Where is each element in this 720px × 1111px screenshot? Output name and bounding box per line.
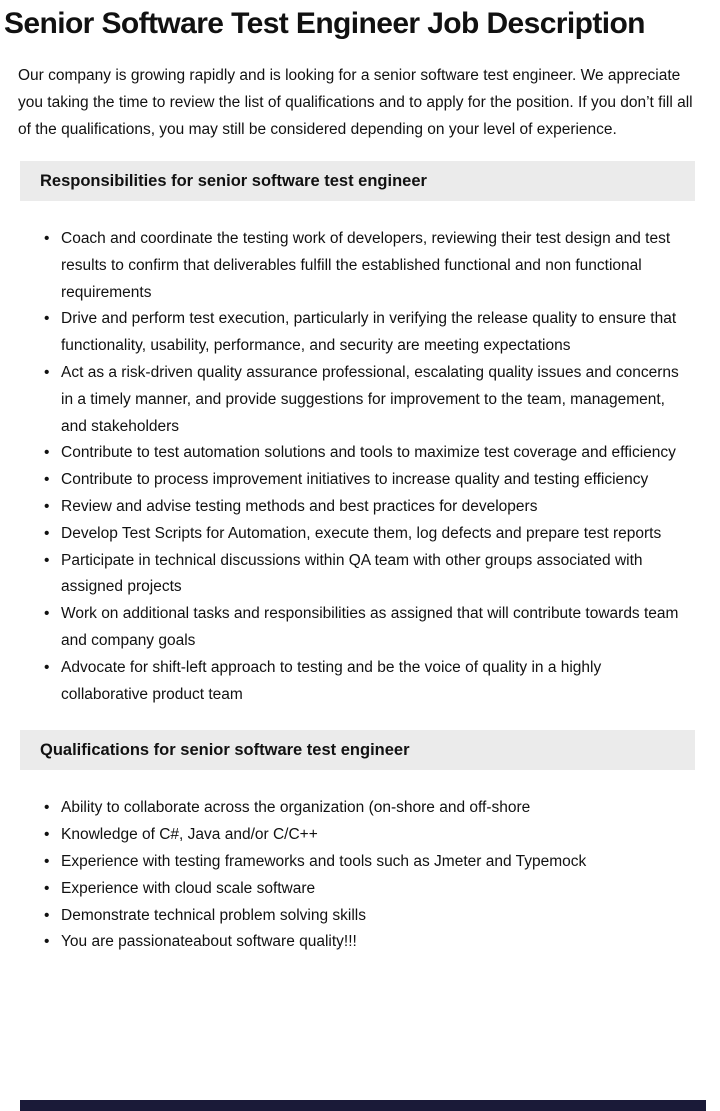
qualifications-heading: Qualifications for senior software test engineer — [20, 730, 695, 770]
qualifications-list — [0, 795, 692, 956]
responsibility-item: • Contribute to process improvement initiatives to increase quality and testing efficiency — [61, 467, 692, 494]
qualification-item: • Experience with cloud scale software — [61, 876, 692, 903]
responsibility-item: • Advocate for shift-left approach to testing and be the voice of quality in a highly collaborative product team — [61, 655, 692, 709]
responsibilities-heading: Responsibilities for senior software test engineer — [20, 161, 695, 201]
intro-paragraph: Our company is growing rapidly and is looking for a senior software test engineer. We appreciate you taking the time to review the list of qualifications and to apply for the position. If you don’t fill all of the qualifications, you may still be considered depending on your level of experience. — [18, 67, 693, 138]
responsibility-item: • Contribute to test automation solutions and tools to maximize test coverage and efficiency — [61, 440, 692, 467]
responsibilities-section — [0, 161, 720, 708]
qualification-item: • Experience with testing frameworks and tools such as Jmeter and Typemock — [61, 849, 692, 876]
responsibility-item: • Act as a risk-driven quality assurance professional, escalating quality issues and concerns in a timely manner, and provide suggestions for improvement to the team, management, and stakeholders — [61, 360, 692, 440]
responsibility-item: • Work on additional tasks and responsibilities as assigned that will contribute towards team and company goals — [61, 601, 692, 655]
footer-bar — [20, 1100, 706, 1111]
responsibilities-list — [0, 226, 692, 708]
responsibility-item: • Participate in technical discussions within QA team with other groups associated with assigned projects — [61, 548, 692, 602]
qualification-item: • Ability to collaborate across the organization (on-shore and off-shore — [61, 795, 692, 822]
responsibility-item: • Develop Test Scripts for Automation, execute them, log defects and prepare test reports — [61, 521, 692, 548]
responsibility-item: • Review and advise testing methods and best practices for developers — [61, 494, 692, 521]
page-title: Senior Software Test Engineer Job Description — [4, 7, 645, 40]
qualifications-section — [0, 730, 720, 956]
qualification-item: • Demonstrate technical problem solving skills — [61, 903, 692, 930]
responsibility-item: • Coach and coordinate the testing work of developers, reviewing their test design and test results to confirm that deliverables fulfill the established functional and non functional requirements — [61, 226, 692, 306]
qualification-item: • Knowledge of C#, Java and/or C/C++ — [61, 822, 692, 849]
qualification-item: • You are passionateabout software quality!!! — [61, 929, 692, 956]
responsibility-item: • Drive and perform test execution, particularly in verifying the release quality to ensure that functionality, usability, performance, and security are meeting expectations — [61, 306, 692, 360]
